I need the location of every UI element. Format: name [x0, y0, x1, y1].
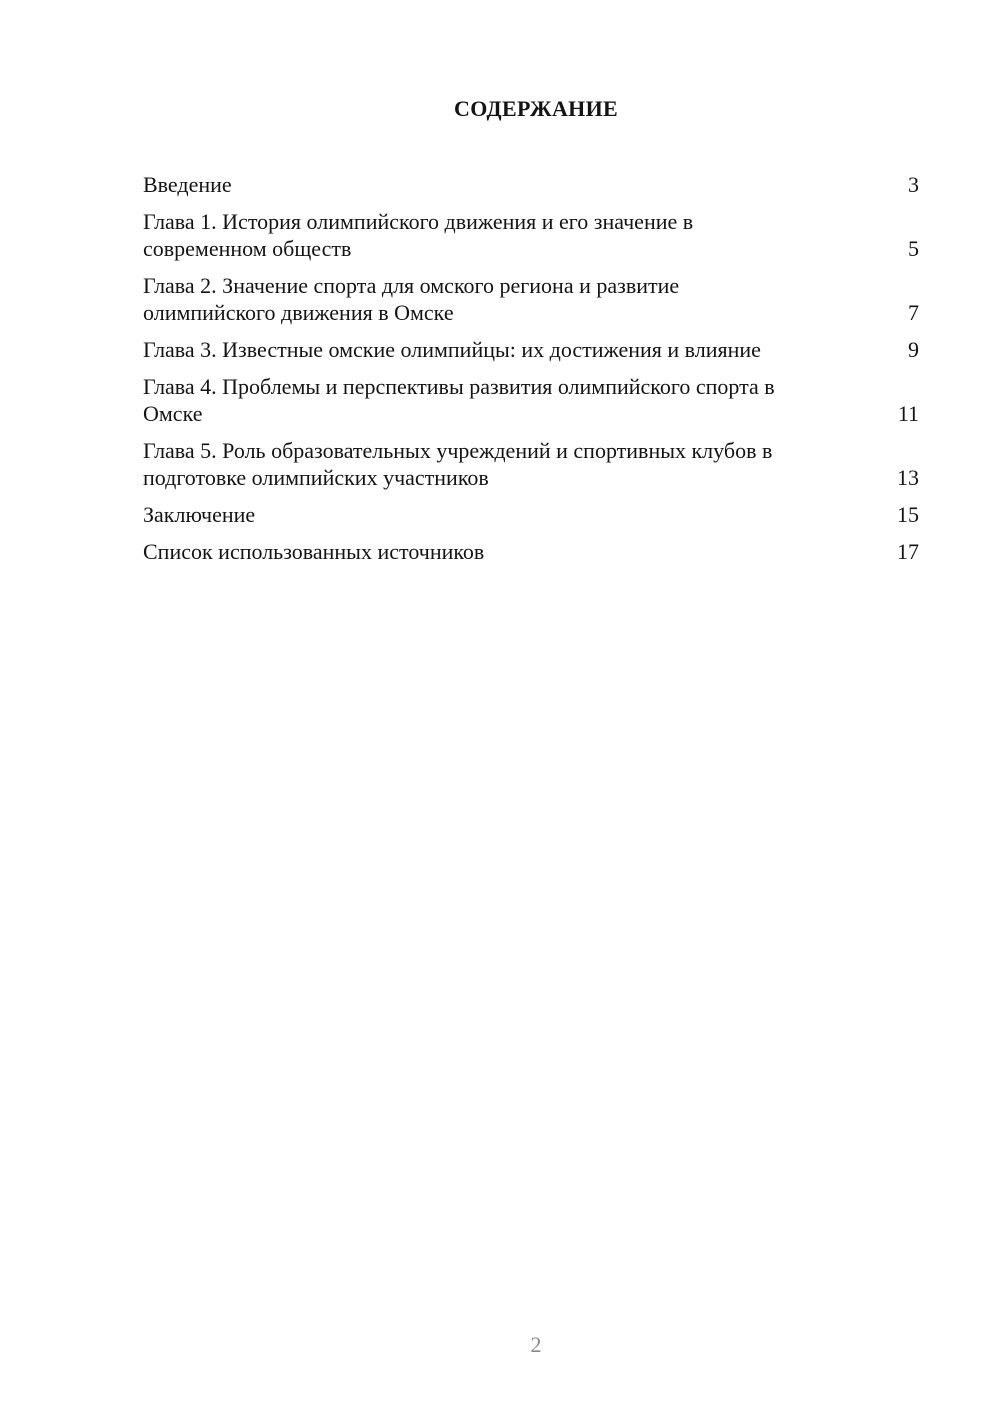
toc-entry-label: Глава 5. Роль образовательных учреждений и спортивных клубов в подготовке олимпийских участников [143, 438, 773, 490]
page-number: 2 [530, 1332, 542, 1357]
toc-entry-label: Глава 4. Проблемы и перспективы развития олимпийского спорта в Омске [143, 374, 775, 426]
toc-entry[interactable] [143, 171, 919, 198]
toc-entry[interactable] [143, 272, 919, 326]
toc-entry-page: 3 [908, 172, 919, 197]
toc-entry-page: 7 [908, 300, 919, 325]
toc-entry-page: 15 [897, 502, 919, 527]
toc-entry-label: Глава 1. История олимпийского движения и его значение в современном обществ [143, 209, 694, 261]
toc-entry-label: Заключение [143, 502, 256, 527]
toc-entry-page: 17 [897, 539, 919, 564]
toc-entry-page: 5 [908, 236, 919, 261]
table-of-contents [143, 171, 919, 575]
toc-entry-page: 13 [897, 465, 919, 490]
toc-entry-page: 11 [897, 401, 919, 426]
toc-entry[interactable] [143, 501, 919, 528]
toc-entry[interactable] [143, 538, 919, 565]
toc-title: СОДЕРЖАНИЕ [454, 96, 618, 121]
toc-entry-label: Глава 2. Значение спорта для омского региона и развитие олимпийского движения в Омске [143, 273, 680, 325]
toc-entry-label: Глава 3. Известные омские олимпийцы: их достижения и влияние [143, 337, 761, 362]
toc-entry-label: Введение [143, 172, 232, 197]
toc-entry-page: 9 [908, 337, 919, 362]
toc-entry[interactable] [143, 437, 919, 491]
toc-entry[interactable] [143, 336, 919, 363]
toc-entry[interactable] [143, 208, 919, 262]
toc-entry-label: Список использованных источников [143, 539, 485, 564]
toc-entry[interactable] [143, 373, 919, 427]
